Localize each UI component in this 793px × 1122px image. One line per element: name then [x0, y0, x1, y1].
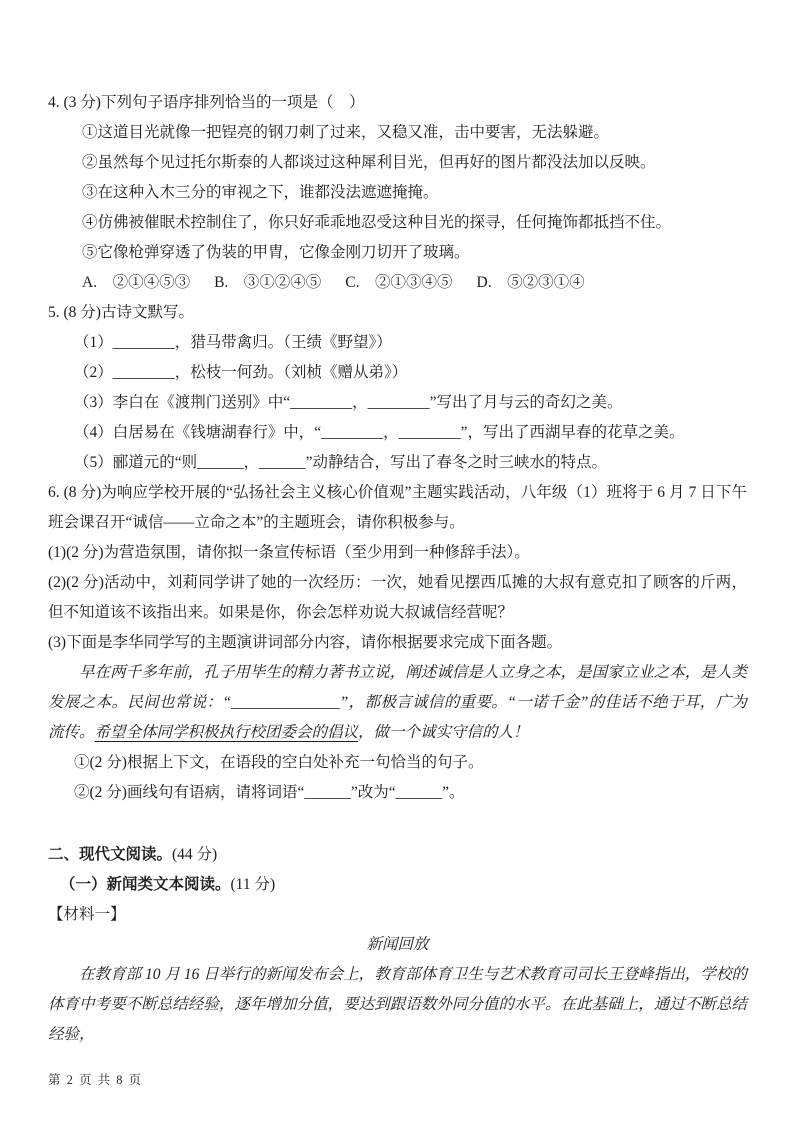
q4-option-c: C. ②①③④⑤: [345, 274, 453, 291]
q5-item-1: （1）________，猎马带禽归。（王绩《野望》）: [74, 334, 392, 351]
q4-title: 4. (3 分)下列句子语序排列恰当的一项是（ ）: [48, 94, 365, 111]
q5-item-3: （3）李白在《渡荆门送别》中“________，________”写出了月与云的奇幻之美。: [74, 394, 623, 411]
q4-sentence-1: ①这道目光就像一把锃亮的钢刀刺了过来，又稳又准，击中要害，无法躲避。: [82, 124, 610, 141]
q4-option-a: A. ②①④⑤③: [82, 274, 191, 291]
section-spacer: [48, 808, 747, 840]
speech-underlined-phrase: 希望全体同学积极执行校团委会的倡议: [94, 724, 359, 741]
exam-content: [48, 88, 747, 1050]
material-title: 新闻回放: [366, 936, 429, 953]
material-label: 【材料一】: [48, 906, 126, 923]
material-paragraph: 在教育部 10 月 16 日举行的新闻发布会上，教育部体育卫生与艺术教育司司长王登峰指出，学校的体育中考要不断总结经验，逐年增加分值，要达到跟语数外同分值的水平。在此基础上，通过不断总结经验，: [48, 966, 747, 1043]
section2-subheading-text: （一）新闻类文本阅读。: [60, 876, 231, 893]
q6-item-3: (3)下面是李华同学写的主题演讲词部分内容，请你根据要求完成下面各题。: [48, 634, 563, 651]
q4-sentence-2: ②虽然每个见过托尔斯泰的人都谈过这种犀利目光，但再好的图片都没法加以反映。: [82, 154, 656, 171]
q6-intro: 6. (8 分)为响应学校开展的“弘扬社会主义核心价值观”主题实践活动，八年级（1）班将于 6 月 7 日下午班会课召开“诚信——立命之本”的主题班会，请你积极参与。: [48, 484, 747, 531]
q4-options: [48, 268, 747, 298]
q4-option-b: B. ③①②④⑤: [214, 274, 322, 291]
q4-sentence-4: ④仿佛被催眠术控制住了，你只好乖乖地忍受这种目光的探寻，任何掩饰都抵挡不住。: [82, 214, 672, 231]
speech-pre-text: 早在两千多年前，孔子用毕生的精力著书立说，阐述诚信是人立身之本，是国家立业之本，是人类发展之本。民间也常说：“______________”，都极言诚信的重要。“一诺千金”的佳话不绝于耳，广为流传。: [48, 664, 747, 741]
section2-subheading: [48, 870, 747, 900]
section2-heading-text: 二、现代文阅读。: [48, 846, 173, 863]
section2-heading-score: (44 分): [172, 846, 218, 863]
section2-subheading-score: (11 分): [230, 876, 276, 893]
q6-subitem-1: ①(2 分)根据上下文，在语段的空白处补充一句恰当的句子。: [74, 754, 484, 771]
speech-post-text: ，做一个诚实守信的人！: [358, 724, 529, 741]
q4-sentence-3: ③在这种入木三分的审视之下，谁都没法遮遮掩掩。: [82, 184, 439, 201]
page-footer: 第 2 页 共 8 页: [48, 1073, 143, 1087]
q6-item-2: (2)(2 分)活动中，刘莉同学讲了她的一次经历：一次，她看见摆西瓜摊的大叔有意克扣了顾客的斤两，但不知道该不该指出来。如果是你，你会怎样劝说大叔诚信经营呢？: [48, 574, 747, 621]
q5-item-2: （2）________，松枝一何劲。（刘桢《赠从弟》）: [74, 364, 408, 381]
q5-title: 5. (8 分)古诗文默写。: [48, 304, 194, 321]
q5-item-5: （5）郦道元的“则______，______”动静结合，写出了春冬之时三峡水的特点。: [74, 454, 608, 471]
q4-option-d: D. ⑤②③①④: [476, 274, 585, 291]
q6-speech-paragraph: [48, 658, 747, 748]
q4-sentence-5: ⑤它像枪弹穿透了伪装的甲胄，它像金刚刀切开了玻璃。: [82, 244, 470, 261]
section2-heading: [48, 840, 747, 870]
q6-subitem-2: ②(2 分)画线句有语病，请将词语“______”改为“______”。: [74, 784, 465, 801]
q6-item-1: (1)(2 分)为营造氛围，请你拟一条宣传标语（至少用到一种修辞手法）。: [48, 544, 530, 561]
q5-item-4: （4）白居易在《钱塘湖春行》中，“________，________”，写出了西湖早春的花草之美。: [74, 424, 685, 441]
